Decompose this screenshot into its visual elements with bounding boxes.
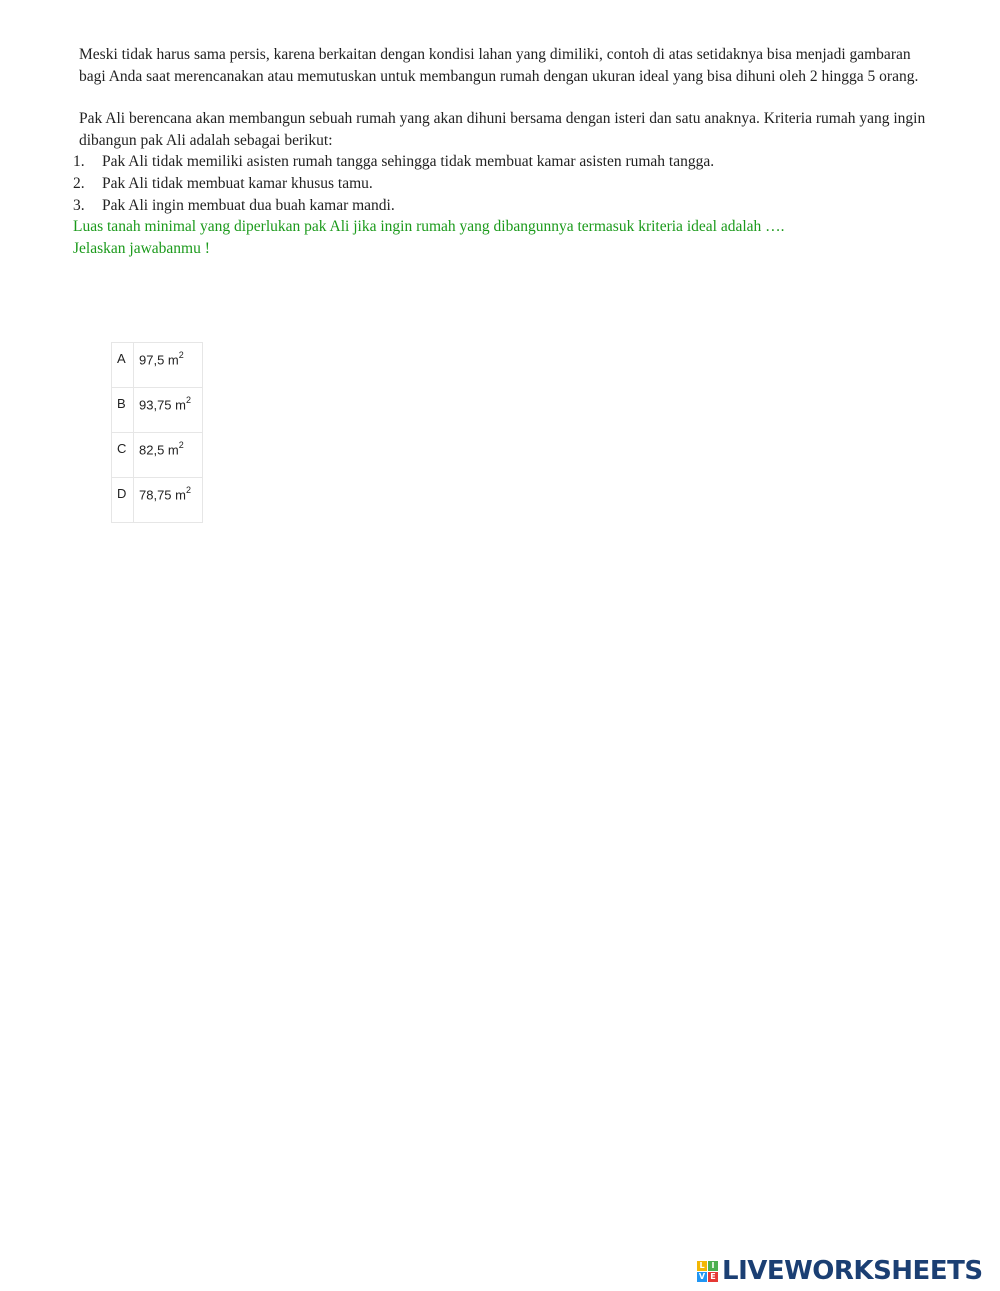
option-value: 78,75 m: [139, 487, 186, 503]
option-value: 93,75 m: [139, 397, 186, 413]
option-letter: C: [112, 433, 134, 478]
answer-option[interactable]: [112, 478, 203, 523]
logo-mark-tile: E: [708, 1272, 718, 1282]
logo-mark-tile: L: [697, 1261, 707, 1271]
option-value-cell: [134, 478, 203, 523]
logo-mark-icon: [697, 1261, 718, 1282]
option-value: 82,5 m: [139, 442, 179, 458]
question-text: Luas tanah minimal yang diperlukan pak Ali jika ingin rumah yang dibangunnya termasuk kriteria ideal adalah ….: [73, 218, 785, 235]
answer-option[interactable]: [112, 433, 203, 478]
answer-option[interactable]: [112, 343, 203, 388]
logo-text: LIVEWORKSHEETS: [722, 1256, 983, 1286]
answer-options-table: [111, 342, 203, 523]
liveworksheets-logo: [697, 1256, 983, 1286]
criteria-item: [73, 173, 373, 195]
criteria-item: [73, 195, 395, 217]
option-value-cell: [134, 388, 203, 433]
instruction-text: Jelaskan jawabanmu !: [73, 240, 210, 257]
logo-mark-tile: I: [708, 1261, 718, 1271]
answer-option[interactable]: [112, 388, 203, 433]
intro-paragraph: Meski tidak harus sama persis, karena berkaitan dengan kondisi lahan yang dimiliki, contoh di atas setidaknya bisa menjadi gambaran bagi Anda saat merencanakan atau memutuskan untuk membangun rumah dengan ukuran ideal yang bisa dihuni oleh 2 hingga 5 orang.: [79, 46, 919, 85]
option-value-cell: [134, 343, 203, 388]
option-letter: D: [112, 478, 134, 523]
option-letter: B: [112, 388, 134, 433]
criteria-text: Pak Ali tidak membuat kamar khusus tamu.: [102, 175, 373, 192]
option-value: 97,5 m: [139, 352, 179, 368]
option-exponent: 2: [178, 350, 184, 360]
option-exponent: 2: [185, 395, 191, 405]
option-exponent: 2: [178, 440, 184, 450]
criteria-text: Pak Ali tidak memiliki asisten rumah tangga sehingga tidak membuat kamar asisten rumah tangga.: [102, 153, 715, 170]
option-value-cell: [134, 433, 203, 478]
logo-mark-tile: V: [698, 1271, 706, 1281]
criteria-number: 2.: [73, 175, 85, 192]
option-exponent: 2: [185, 485, 191, 495]
scenario-paragraph: Pak Ali berencana akan membangun sebuah rumah yang akan dihuni bersama dengan isteri dan satu anaknya. Kriteria rumah yang ingin dibangun pak Ali adalah sebagai berikut:: [79, 110, 926, 149]
criteria-number: 1.: [73, 153, 85, 170]
option-letter: A: [112, 343, 134, 388]
criteria-number: 3.: [73, 197, 85, 214]
criteria-text: Pak Ali ingin membuat dua buah kamar mandi.: [102, 197, 395, 214]
criteria-item: [73, 151, 714, 173]
